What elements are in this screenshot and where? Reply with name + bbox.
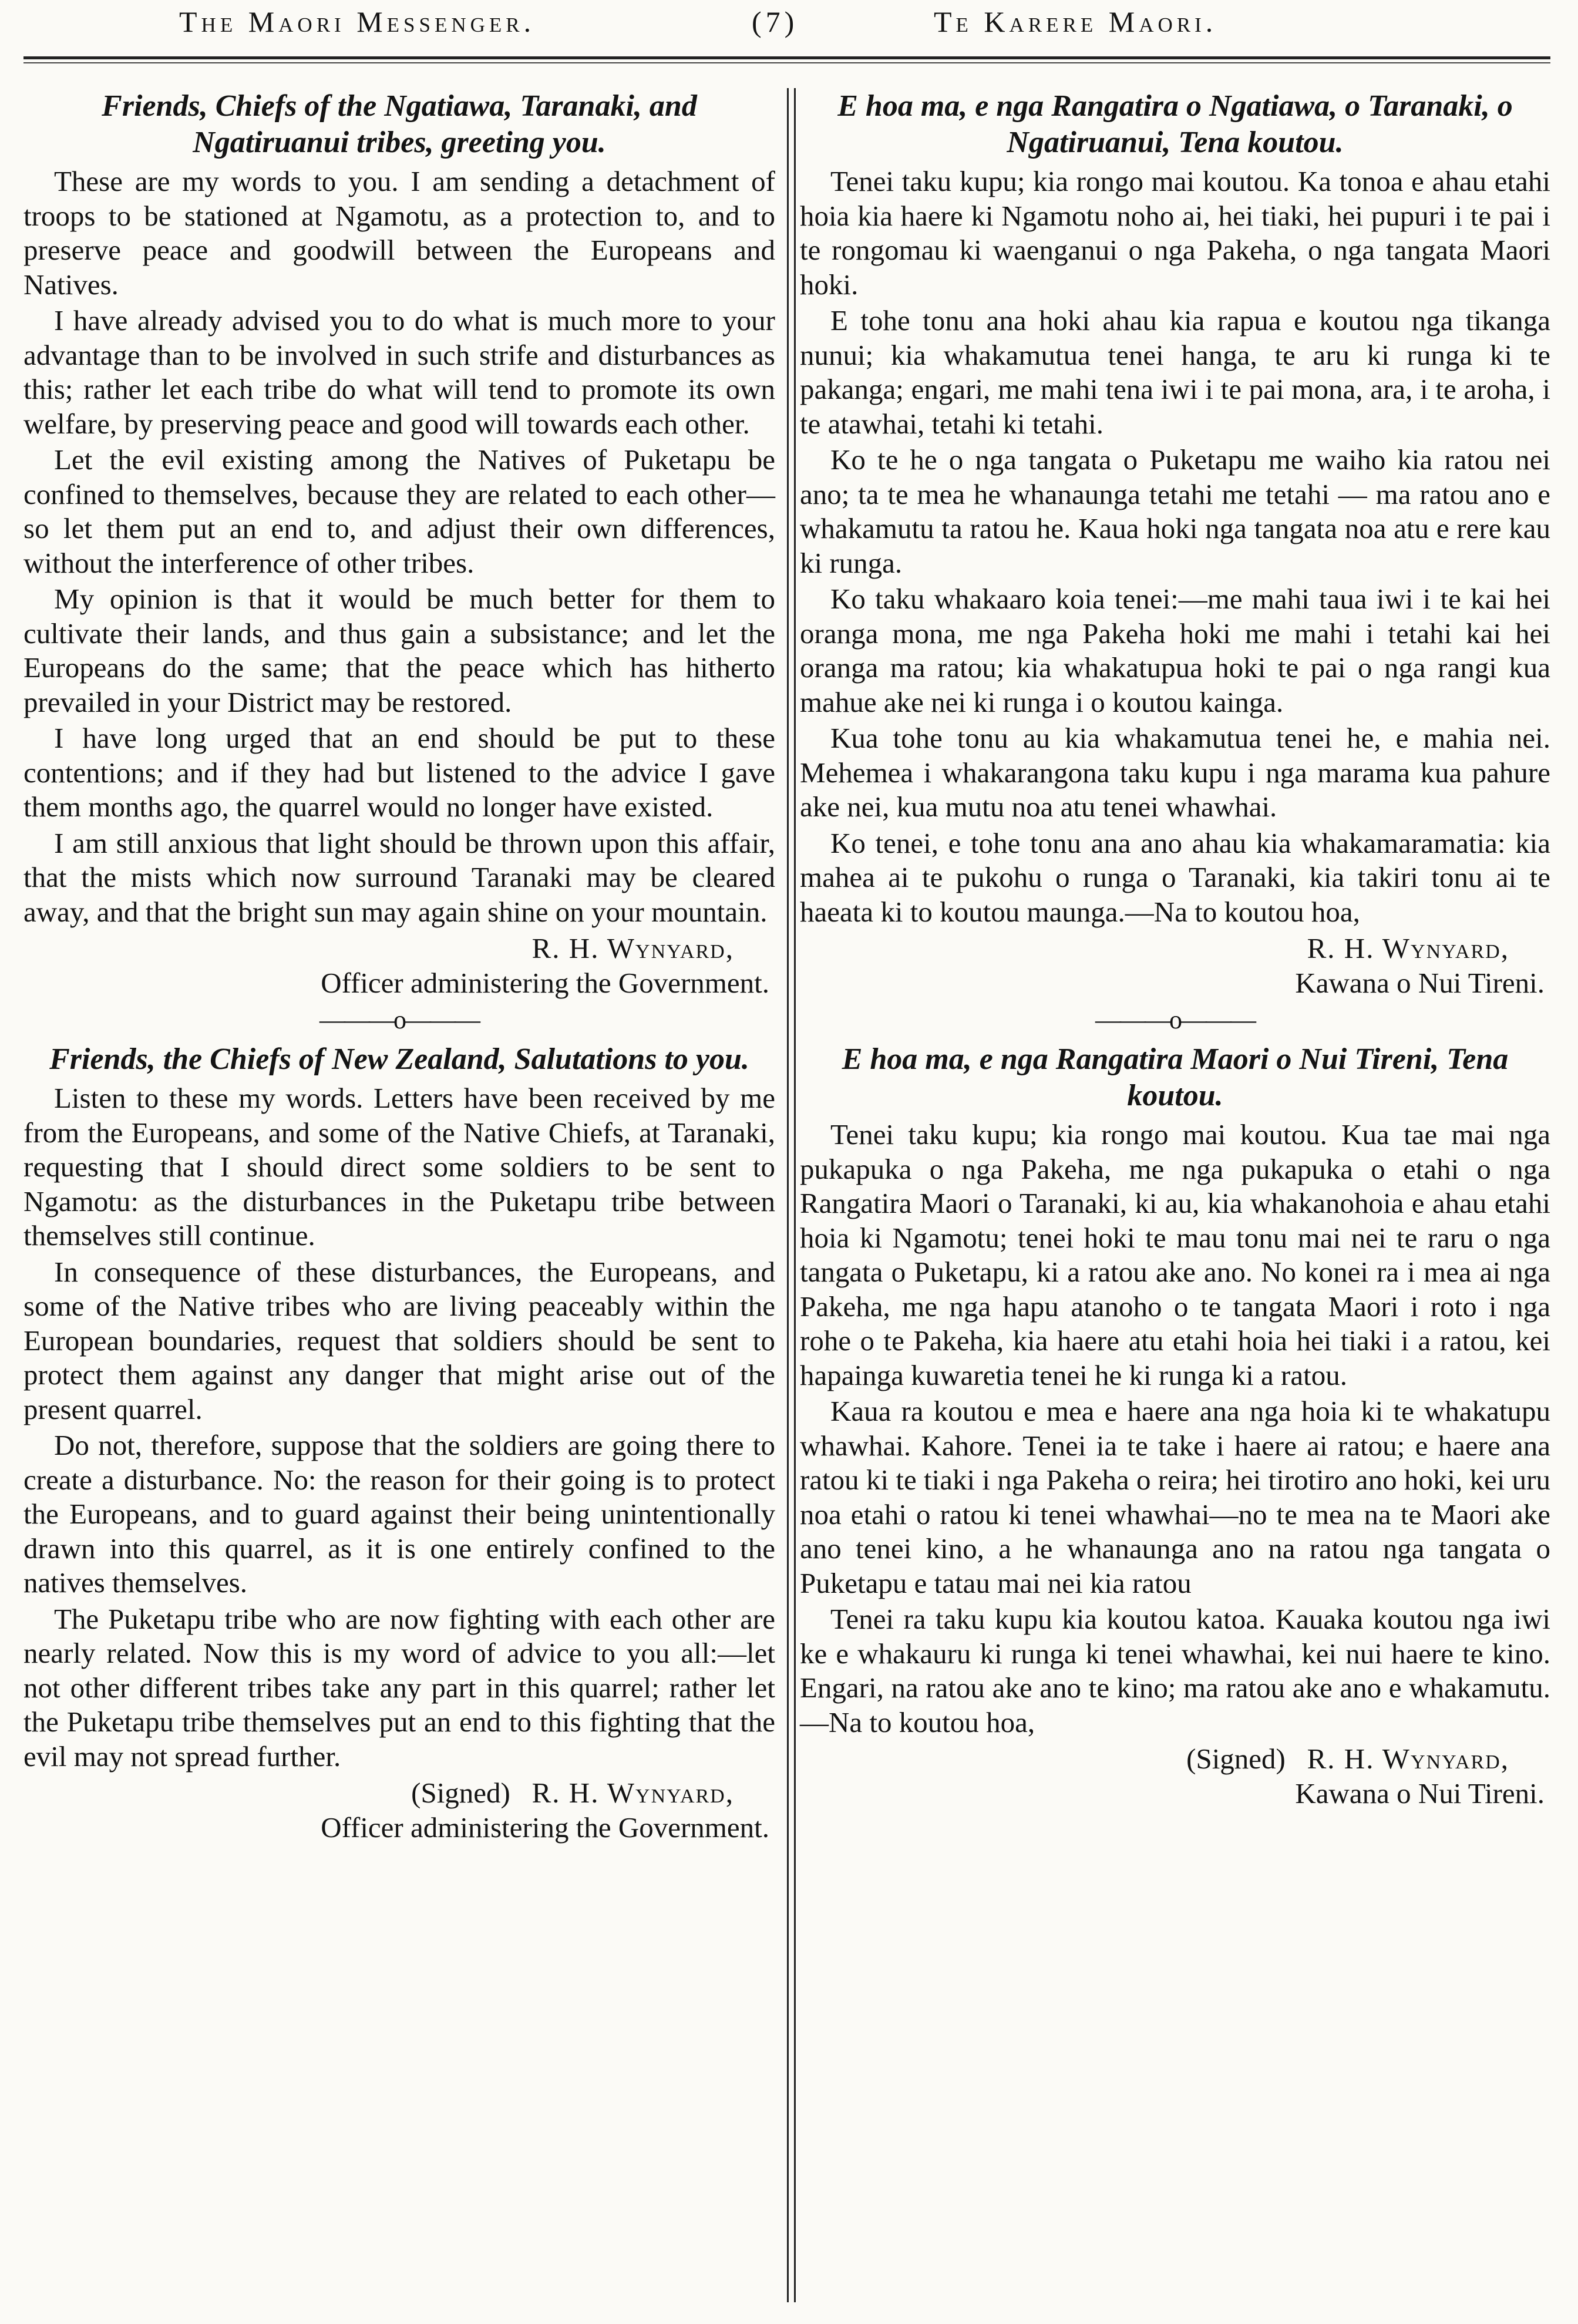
maori-letter2-signature-title: Kawana o Nui Tireni. (1295, 1777, 1545, 1810)
maori-letter1-heading: E hoa ma, e nga Rangatira o Ngatiawa, o Taranaki, o Ngatiruanui, Tena koutou. (837, 89, 1513, 159)
maori-letter2-heading: E hoa ma, e nga Rangatira Maori o Nui Tireni, Tena koutou. (842, 1042, 1509, 1112)
masthead-maori: Te Karere Maori. (934, 5, 1217, 38)
maori-column (800, 88, 1550, 1811)
english-column (23, 88, 775, 1845)
maori-letter2-paragraph: Tenei taku kupu; kia rongo mai koutou. Kua tae mai nga pukapuka o nga Pakeha, me nga pukapuka o etahi o nga Rangatira Maori o Taranaki, ki au, kia whakanohoia e ahau etahi hoia ki Ngamotu; tenei hoki te mau tonu mai nei te raru o nga tangata o Puketapu, ki a ratou ake ano. No konei ra i mea ai nga Pakeha, me nga hapu atanoho o te tangata Maori i roto i nga rohe o te Pakeha, kia haere atu etahi hoia hei tiaki i a ratou, kei hapainga kuwaretia tenei he ki runga ki a ratou. (800, 1118, 1550, 1391)
maori-letter1-paragraph: Ko te he o nga tangata o Puketapu me waiho kia ratou nei ano; ta te mea he whanaunga tetahi me tetahi — ma ratou ano e whakamutu ta ratou he. Kaua hoki nga tangata noa atu e rere kau ki runga. (800, 443, 1550, 579)
signed-label: (Signed) (1186, 1743, 1286, 1775)
maori-letter1-paragraph: Ko taku whakaaro koia tenei:—me mahi taua iwi i te kai hei oranga mona, me nga Pakeha hoki me mahi i tetahi kai hei oranga ma ratou; kia whakatupua hoki te pai o nga rangi kua mahue ake nei ki runga i o koutou kainga. (800, 583, 1550, 718)
section-divider: ———o——— (1095, 1005, 1255, 1034)
english-letter1-signature-title: Officer administering the Government. (321, 966, 769, 999)
page-header (0, 0, 1578, 54)
maori-letter1-paragraph: Tenei taku kupu; kia rongo mai koutou. Ka tonoa e ahau etahi hoia kia haere ki Ngamotu noho ai, hei tiaki, hei pupuri i te pai i te rongomau ki waenganui o nga Pakeha, o nga tangata Maori hoki. (800, 165, 1550, 301)
english-letter1-paragraph: Let the evil existing among the Natives of Puketapu be confined to themselves, because they are related to each other—so let them put an end to, and adjust their own differences, without the interference of other tribes. (23, 443, 775, 579)
english-letter2-paragraph: Do not, therefore, suppose that the soldiers are going there to create a disturbance. No: the reason for their going is to protect the Europeans, and to guard against their being unintentionally drawn into this quarrel, as it is one entirely confined to the natives themselves. (23, 1429, 775, 1599)
maori-letter1-signature-name: R. H. Wynyard, (1307, 932, 1509, 964)
maori-letter2-paragraph: Kaua ra koutou e mea e haere ana nga hoia ki te whakatupu whawhai. Kahore. Tenei ia te take i haere ai ratou; e haere ana ratou ki te tiaki i nga Pakeha o reira; hei tirotiro ano hoki, kei uru noa etahi o ratou ki tenei whawhai—no te mea na te Maori ake ano tenei kino, a he whanaunga ano na ratou nga tangata o Puketapu e tatau mai nei kia ratou (800, 1395, 1550, 1599)
column-divider (787, 88, 789, 2302)
header-rule-thin (23, 62, 1550, 63)
header-rule (23, 56, 1550, 59)
english-letter1-paragraph: I am still anxious that light should be thrown upon this affair, that the mists which now surround Taranaki may be cleared away, and that the bright sun may again shine on your mountain. (23, 826, 775, 928)
english-letter1-paragraph: These are my words to you. I am sending a detachment of troops to be stationed at Ngamotu, as a protection to, and to preserve peace and goodwill between the Europeans and Natives. (23, 165, 775, 301)
maori-letter2-paragraph: Tenei ra taku kupu kia koutou katoa. Kauaka koutou nga iwi ke e whakauru ki runga ki tenei whawhai, kei nui haere te kino. Engari, na ratou ake ano te kino; ma ratou ake ano e whakamutu.—Na to koutou hoa, (800, 1603, 1550, 1738)
english-letter2-signature-title: Officer administering the Government. (321, 1811, 769, 1844)
english-letter2-signature-name: (Signed) R. H. Wynyard, (411, 1777, 734, 1809)
english-letter1-paragraph: My opinion is that it would be much better for them to cultivate their lands, and thus gain a subsistance; and let the Europeans do the same; that the peace which has hitherto prevailed in your District may be restored. (23, 583, 775, 718)
maori-letter1-paragraph: Kua tohe tonu au kia whakamutua tenei he, e mahia nei. Mehemea i whakarangona taku kupu i nga marama kua pahure ake nei, kua mutu noa atu tenei whawhai. (800, 722, 1550, 823)
english-letter2-paragraph: In consequence of these disturbances, the Europeans, and some of the Native tribes who are living peaceably within the European boundaries, request that soldiers should be sent to protect them against any danger that might arise out of the present quarrel. (23, 1255, 775, 1425)
column-divider-second (794, 88, 796, 2302)
maori-letter2-signature-name: (Signed) R. H. Wynyard, (1186, 1743, 1509, 1775)
section-divider: ———o——— (319, 1005, 479, 1034)
english-letter1-heading: Friends, Chiefs of the Ngatiawa, Taranaki, and Ngatiruanui tribes, greeting you. (102, 89, 697, 159)
maori-letter1-signature-title: Kawana o Nui Tireni. (1295, 966, 1545, 999)
masthead-english: The Maori Messenger. (179, 5, 536, 38)
english-letter2-heading: Friends, the Chiefs of New Zealand, Salutations to you. (49, 1042, 749, 1076)
maori-letter1-paragraph: E tohe tonu ana hoki ahau kia rapua e koutou nga tikanga nunui; kia whakamutua tenei hanga, te aru ki runga ki te pakanga; engari, me mahi tena iwi i te pai mona, ara, i te aroha, i te atawhai, tetahi ki tetahi. (800, 304, 1550, 440)
signed-label: (Signed) (411, 1777, 510, 1809)
english-letter2-paragraph: Listen to these my words. Letters have been received by me from the Europeans, and some of the Native Chiefs, at Taranaki, requesting that I should direct some soldiers to be sent to Ngamotu: as the disturbances in the Puketapu tribe between themselves still continue. (23, 1082, 775, 1252)
maori-letter1-paragraph: Ko tenei, e tohe tonu ana ano ahau kia whakamaramatia: kia mahea ai te pukohu o runga o Taranaki, kia takiri tonu ai te haeata ki to koutou maunga.—Na to koutou hoa, (800, 826, 1550, 928)
english-letter1-signature-name: R. H. Wynyard, (531, 932, 734, 964)
english-letter1-paragraph: I have already advised you to do what is much more to your advantage than to be involved in such strife and disturbances as this; rather let each tribe do what will tend to promote its own welfare, by preserving peace and good will towards each other. (23, 304, 775, 440)
page-number: (7) (752, 5, 799, 38)
english-letter2-paragraph: The Puketapu tribe who are now fighting with each other are nearly related. Now this is my word of advice to you all:—let not other different tribes take any part in this quarrel; rather let the Puketapu tribe themselves put an end to this fighting that the evil may not spread further. (23, 1602, 775, 1773)
english-letter1-paragraph: I have long urged that an end should be put to these contentions; and if they had but listened to the advice I gave them months ago, the quarrel would no longer have existed. (23, 722, 775, 823)
